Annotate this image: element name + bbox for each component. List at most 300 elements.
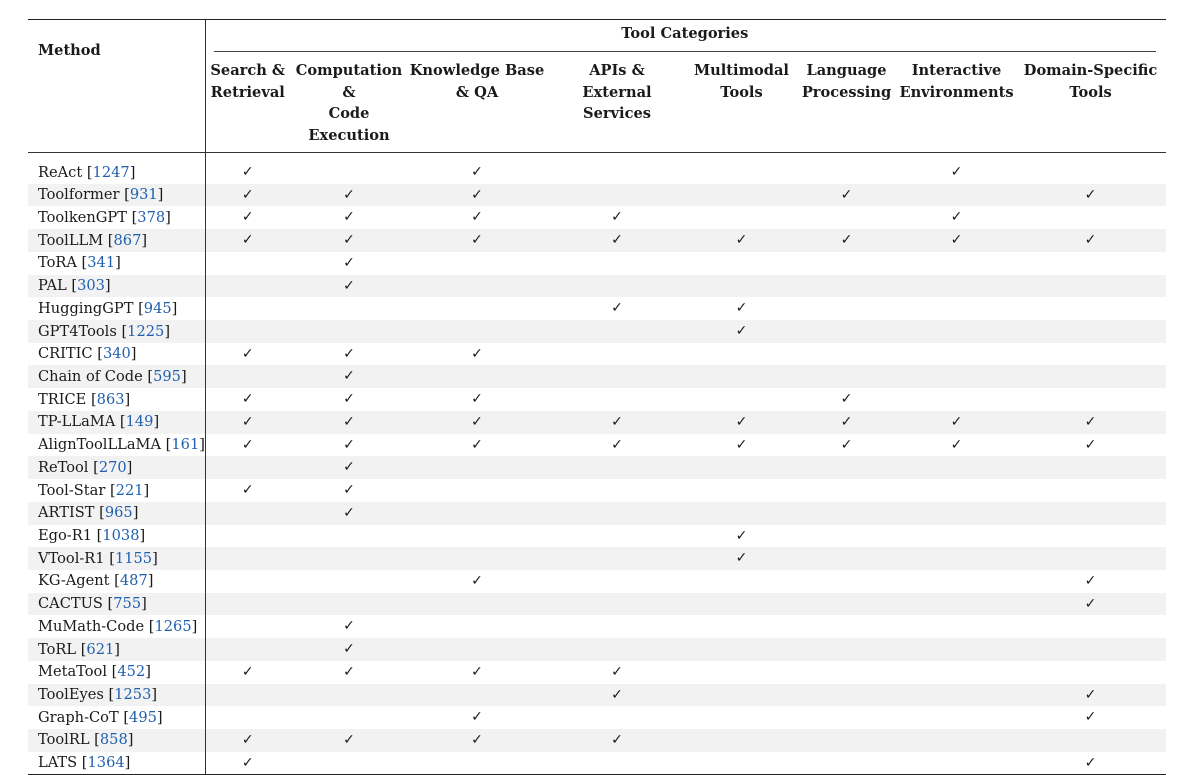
table-row <box>28 729 1166 752</box>
method-cell: ReAct [1247] <box>28 161 205 184</box>
category-header-2 <box>408 53 546 153</box>
checkmark-icon: ✓ <box>343 618 355 635</box>
category-cell <box>898 706 1015 729</box>
method-name: ARTIST <box>38 504 95 522</box>
category-header-line: Multimodal <box>694 62 789 79</box>
checkmark-icon: ✓ <box>343 641 355 658</box>
category-cell <box>408 206 546 229</box>
table-row <box>28 320 1166 343</box>
table-row <box>28 456 1166 479</box>
category-cell <box>546 320 688 343</box>
method-name: ToolLLM <box>38 231 104 249</box>
category-cell <box>546 206 688 229</box>
category-cell <box>795 570 898 593</box>
category-cell <box>546 570 688 593</box>
category-header-line: Language <box>806 62 887 79</box>
citation-link[interactable]: 1247 <box>92 163 130 181</box>
category-cell <box>290 411 408 434</box>
category-cell <box>898 297 1015 320</box>
category-cell <box>795 638 898 661</box>
category-cell <box>546 434 688 457</box>
citation-link[interactable]: 867 <box>113 231 142 249</box>
category-cell <box>795 752 898 775</box>
category-cell <box>688 320 795 343</box>
checkmark-icon: ✓ <box>343 459 355 476</box>
category-cell <box>688 615 795 638</box>
category-cell <box>795 365 898 388</box>
table-row <box>28 343 1166 366</box>
category-cell <box>795 502 898 525</box>
citation-link[interactable]: 340 <box>102 345 131 363</box>
checkmark-icon: ✓ <box>343 368 355 385</box>
category-cell <box>408 297 546 320</box>
category-cell <box>1015 638 1166 661</box>
citation-link[interactable]: 341 <box>87 254 116 272</box>
checkmark-icon: ✓ <box>840 436 853 453</box>
method-cell: LATS [1364] <box>28 752 205 775</box>
category-header-line: Retrieval <box>210 83 285 101</box>
checkmark-icon: ✓ <box>735 527 748 544</box>
category-cell <box>1015 184 1166 207</box>
citation-link[interactable]: 487 <box>119 572 148 590</box>
category-cell <box>546 661 688 684</box>
method-name: ToolEyes <box>38 686 104 704</box>
category-cell <box>290 525 408 548</box>
category-cell <box>290 388 408 411</box>
table-row <box>28 593 1166 616</box>
checkmark-icon: ✓ <box>611 686 623 703</box>
category-header-5 <box>795 53 898 153</box>
category-header-line: APIs & <box>589 62 645 79</box>
category-cell <box>795 343 898 366</box>
category-cell <box>795 388 898 411</box>
category-cell <box>1015 297 1166 320</box>
citation-link[interactable]: 755 <box>113 595 142 613</box>
category-cell <box>408 434 546 457</box>
category-header-4 <box>688 53 795 153</box>
checkmark-icon: ✓ <box>343 232 355 249</box>
category-cell <box>205 661 290 684</box>
method-name: LATS <box>38 754 78 772</box>
category-cell <box>290 593 408 616</box>
category-cell <box>290 365 408 388</box>
category-cell <box>898 547 1015 570</box>
checkmark-icon: ✓ <box>611 731 623 748</box>
checkmark-icon: ✓ <box>471 164 483 180</box>
category-cell <box>205 388 290 411</box>
citation-link[interactable]: 452 <box>117 663 146 681</box>
category-cell <box>205 320 290 343</box>
table-row <box>28 570 1166 593</box>
method-cell: ARTIST [965] <box>28 502 205 525</box>
method-cell: ToRA [341] <box>28 252 205 275</box>
checkmark-icon: ✓ <box>241 754 254 771</box>
method-name: TP-LLaMA <box>38 413 116 431</box>
category-cell <box>205 229 290 252</box>
table-row <box>28 297 1166 320</box>
checkmark-icon: ✓ <box>735 300 748 317</box>
method-name: MuMath-Code <box>38 617 145 635</box>
checkmark-icon: ✓ <box>950 164 963 180</box>
citation-link[interactable]: 1038 <box>102 527 140 544</box>
method-cell: KG-Agent [487] <box>28 570 205 593</box>
checkmark-icon: ✓ <box>241 436 254 453</box>
citation-link[interactable]: 303 <box>77 277 105 295</box>
checkmark-icon: ✓ <box>241 345 254 362</box>
citation-link[interactable]: 1253 <box>114 686 152 704</box>
method-name: GPT4Tools <box>38 322 117 340</box>
category-cell <box>898 161 1015 184</box>
method-name: CRITIC <box>38 345 93 363</box>
table-row <box>28 661 1166 684</box>
category-cell <box>205 502 290 525</box>
category-cell <box>205 275 290 298</box>
method-cell: PAL [303] <box>28 275 205 298</box>
category-cell <box>546 411 688 434</box>
category-cell <box>898 229 1015 252</box>
category-cell <box>408 161 546 184</box>
category-cell <box>290 297 408 320</box>
method-name: MetaTool <box>38 663 107 681</box>
table-row <box>28 547 1166 570</box>
table-row <box>28 275 1166 298</box>
category-cell <box>408 365 546 388</box>
citation-link[interactable]: 1225 <box>127 322 165 340</box>
category-cell <box>205 525 290 548</box>
category-cell <box>205 184 290 207</box>
checkmark-icon: ✓ <box>241 186 254 203</box>
category-cell <box>898 275 1015 298</box>
category-cell <box>1015 411 1166 434</box>
category-cell <box>1015 547 1166 570</box>
category-cell <box>546 161 688 184</box>
method-name: AlignToolLLaMA <box>38 436 162 454</box>
checkmark-icon: ✓ <box>343 436 355 453</box>
category-cell <box>688 706 795 729</box>
method-cell: AlignToolLLaMA [161] <box>28 434 205 457</box>
header-spacer <box>28 153 1166 162</box>
category-header-line: Computation & <box>295 62 403 101</box>
method-cell: ReTool [270] <box>28 456 205 479</box>
citation-link[interactable]: 931 <box>129 186 158 204</box>
tool-categories-table <box>28 19 1166 775</box>
checkmark-icon: ✓ <box>471 391 483 408</box>
checkmark-icon: ✓ <box>343 413 355 430</box>
category-cell <box>546 456 688 479</box>
checkmark-icon: ✓ <box>1084 232 1097 249</box>
checkmark-icon: ✓ <box>343 209 355 226</box>
category-cell <box>795 479 898 502</box>
category-cell <box>205 252 290 275</box>
category-header-line: Tools <box>1069 83 1112 101</box>
category-cell <box>1015 502 1166 525</box>
category-cell <box>205 729 290 752</box>
category-cell <box>290 615 408 638</box>
citation-link[interactable]: 595 <box>153 367 181 385</box>
category-cell <box>290 206 408 229</box>
category-cell <box>795 206 898 229</box>
checkmark-icon: ✓ <box>840 186 853 203</box>
category-cell <box>290 252 408 275</box>
category-cell <box>546 343 688 366</box>
checkmark-icon: ✓ <box>471 413 483 430</box>
checkmark-icon: ✓ <box>471 709 483 726</box>
category-header-7 <box>1015 53 1166 153</box>
category-cell <box>205 456 290 479</box>
category-cell <box>898 752 1015 775</box>
category-cell <box>898 502 1015 525</box>
category-cell <box>1015 320 1166 343</box>
category-cell <box>1015 661 1166 684</box>
table-row <box>28 229 1166 252</box>
category-cell <box>408 388 546 411</box>
category-header-line: & QA <box>455 83 499 101</box>
category-cell <box>898 479 1015 502</box>
method-cell: CRITIC [340] <box>28 343 205 366</box>
category-cell <box>898 570 1015 593</box>
checkmark-icon: ✓ <box>840 232 853 249</box>
category-cell <box>408 343 546 366</box>
method-name: TRICE <box>38 390 87 408</box>
citation-link[interactable]: 270 <box>98 458 127 476</box>
table-row <box>28 206 1166 229</box>
category-cell <box>1015 206 1166 229</box>
checkmark-icon: ✓ <box>950 232 963 249</box>
category-cell <box>688 456 795 479</box>
category-cell <box>205 411 290 434</box>
category-cell <box>688 638 795 661</box>
category-cell <box>1015 684 1166 707</box>
method-cell: Ego-R1 [1038] <box>28 525 205 548</box>
citation-link[interactable]: 1364 <box>87 754 125 772</box>
category-cell <box>688 661 795 684</box>
category-cell <box>408 752 546 775</box>
category-cell <box>898 365 1015 388</box>
category-cell <box>546 729 688 752</box>
category-cell <box>546 502 688 525</box>
category-cell <box>795 320 898 343</box>
table-row <box>28 479 1166 502</box>
category-cell <box>1015 434 1166 457</box>
checkmark-icon: ✓ <box>1084 686 1097 703</box>
citation-link[interactable]: 1155 <box>114 549 153 567</box>
method-cell: MetaTool [452] <box>28 661 205 684</box>
category-cell <box>290 684 408 707</box>
category-cell <box>408 661 546 684</box>
citation-link[interactable]: 621 <box>86 640 115 658</box>
checkmark-icon: ✓ <box>343 504 355 521</box>
category-cell <box>408 615 546 638</box>
checkmark-icon: ✓ <box>343 277 355 294</box>
category-cell <box>205 570 290 593</box>
citation-link[interactable]: 945 <box>143 299 172 317</box>
checkmark-icon: ✓ <box>1084 595 1097 612</box>
category-cell <box>898 343 1015 366</box>
category-cell <box>898 184 1015 207</box>
checkmark-icon: ✓ <box>471 232 483 249</box>
category-cell <box>205 684 290 707</box>
category-cell <box>1015 388 1166 411</box>
checkmark-icon: ✓ <box>1084 186 1097 203</box>
category-header-line: Code Execution <box>308 105 390 144</box>
citation-link[interactable]: 858 <box>99 731 128 749</box>
category-cell <box>1015 343 1166 366</box>
method-name: VTool-R1 <box>38 549 105 567</box>
category-cell <box>898 456 1015 479</box>
method-name: Chain of Code <box>38 367 143 385</box>
checkmark-icon: ✓ <box>1084 413 1097 430</box>
category-cell <box>795 661 898 684</box>
checkmark-icon: ✓ <box>343 254 355 271</box>
category-cell <box>688 434 795 457</box>
method-cell: HuggingGPT [945] <box>28 297 205 320</box>
citation-link[interactable]: 965 <box>104 504 133 522</box>
category-cell <box>290 434 408 457</box>
checkmark-icon: ✓ <box>735 550 748 567</box>
category-header-line: Interactive <box>911 62 1002 79</box>
checkmark-icon: ✓ <box>611 413 623 430</box>
category-cell <box>205 161 290 184</box>
method-cell: TP-LLaMA [149] <box>28 411 205 434</box>
checkmark-icon: ✓ <box>735 413 748 430</box>
citation-link[interactable]: 863 <box>96 390 125 408</box>
category-cell <box>290 638 408 661</box>
category-cell <box>408 729 546 752</box>
category-cell <box>408 184 546 207</box>
table-row <box>28 365 1166 388</box>
category-cell <box>546 547 688 570</box>
category-cell <box>408 275 546 298</box>
category-cell <box>795 593 898 616</box>
category-cell <box>205 434 290 457</box>
method-cell: ToolkenGPT [378] <box>28 206 205 229</box>
category-cell <box>795 547 898 570</box>
category-header-line: External Services <box>582 83 652 122</box>
checkmark-icon: ✓ <box>1084 436 1097 453</box>
category-cell <box>898 411 1015 434</box>
category-cell <box>898 593 1015 616</box>
citation-link[interactable]: 149 <box>125 413 154 431</box>
category-cell <box>205 615 290 638</box>
checkmark-icon: ✓ <box>471 345 483 362</box>
tool-categories-label: Tool Categories <box>214 21 1157 52</box>
category-header-line: Knowledge Base <box>409 62 545 79</box>
category-cell <box>688 411 795 434</box>
category-cell <box>795 411 898 434</box>
category-cell <box>1015 752 1166 775</box>
category-cell <box>688 593 795 616</box>
category-header-line: Domain-Specific <box>1023 62 1158 79</box>
method-name: ReAct <box>38 163 83 181</box>
category-cell <box>290 456 408 479</box>
category-header-3 <box>546 53 688 153</box>
category-cell <box>795 615 898 638</box>
category-cell <box>205 343 290 366</box>
category-cell <box>290 502 408 525</box>
category-cell <box>688 297 795 320</box>
category-cell <box>1015 229 1166 252</box>
citation-link[interactable]: 378 <box>137 208 166 226</box>
category-cell <box>898 729 1015 752</box>
method-column-header: Method <box>28 20 205 153</box>
category-cell <box>546 388 688 411</box>
category-cell <box>408 593 546 616</box>
checkmark-icon: ✓ <box>950 209 963 226</box>
category-cell <box>898 684 1015 707</box>
category-cell <box>408 502 546 525</box>
checkmark-icon: ✓ <box>611 436 623 453</box>
table-row <box>28 752 1166 775</box>
category-cell <box>1015 729 1166 752</box>
table-row <box>28 184 1166 207</box>
category-cell <box>688 275 795 298</box>
citation-link[interactable]: 161 <box>171 436 200 454</box>
category-cell <box>795 684 898 707</box>
checkmark-icon: ✓ <box>950 413 963 430</box>
category-cell <box>688 206 795 229</box>
checkmark-icon: ✓ <box>241 663 254 680</box>
checkmark-icon: ✓ <box>471 572 483 589</box>
citation-link[interactable]: 221 <box>115 481 144 499</box>
method-cell: GPT4Tools [1225] <box>28 320 205 343</box>
category-cell <box>290 229 408 252</box>
category-cell <box>1015 706 1166 729</box>
checkmark-icon: ✓ <box>241 413 254 430</box>
category-cell <box>408 320 546 343</box>
category-cell <box>205 638 290 661</box>
category-cell <box>290 479 408 502</box>
category-cell <box>408 525 546 548</box>
table-row <box>28 502 1166 525</box>
method-name: ReTool <box>38 458 89 476</box>
category-cell <box>408 684 546 707</box>
category-cell <box>795 525 898 548</box>
citation-link[interactable]: 1265 <box>154 617 192 635</box>
category-cell <box>795 456 898 479</box>
checkmark-icon: ✓ <box>611 209 623 226</box>
category-header-line: Tools <box>720 83 763 101</box>
method-name: ToolRL <box>38 731 90 749</box>
category-cell <box>290 161 408 184</box>
category-cell <box>688 525 795 548</box>
checkmark-icon: ✓ <box>241 731 254 748</box>
checkmark-icon: ✓ <box>343 186 355 203</box>
category-cell <box>688 752 795 775</box>
category-cell <box>546 706 688 729</box>
checkmark-icon: ✓ <box>343 731 355 748</box>
category-cell <box>1015 479 1166 502</box>
category-cell <box>795 252 898 275</box>
category-cell <box>898 434 1015 457</box>
category-cell <box>1015 593 1166 616</box>
checkmark-icon: ✓ <box>840 391 853 408</box>
category-cell <box>1015 456 1166 479</box>
category-cell <box>205 479 290 502</box>
category-cell <box>408 411 546 434</box>
category-header-line: Search & <box>210 62 286 79</box>
checkmark-icon: ✓ <box>241 232 254 249</box>
category-cell <box>205 365 290 388</box>
category-cell <box>898 615 1015 638</box>
category-cell <box>1015 525 1166 548</box>
checkmark-icon: ✓ <box>1084 754 1097 771</box>
category-cell <box>898 525 1015 548</box>
checkmark-icon: ✓ <box>241 164 254 180</box>
citation-link[interactable]: 495 <box>129 708 157 726</box>
category-cell <box>290 275 408 298</box>
checkmark-icon: ✓ <box>241 391 254 408</box>
category-cell <box>1015 252 1166 275</box>
